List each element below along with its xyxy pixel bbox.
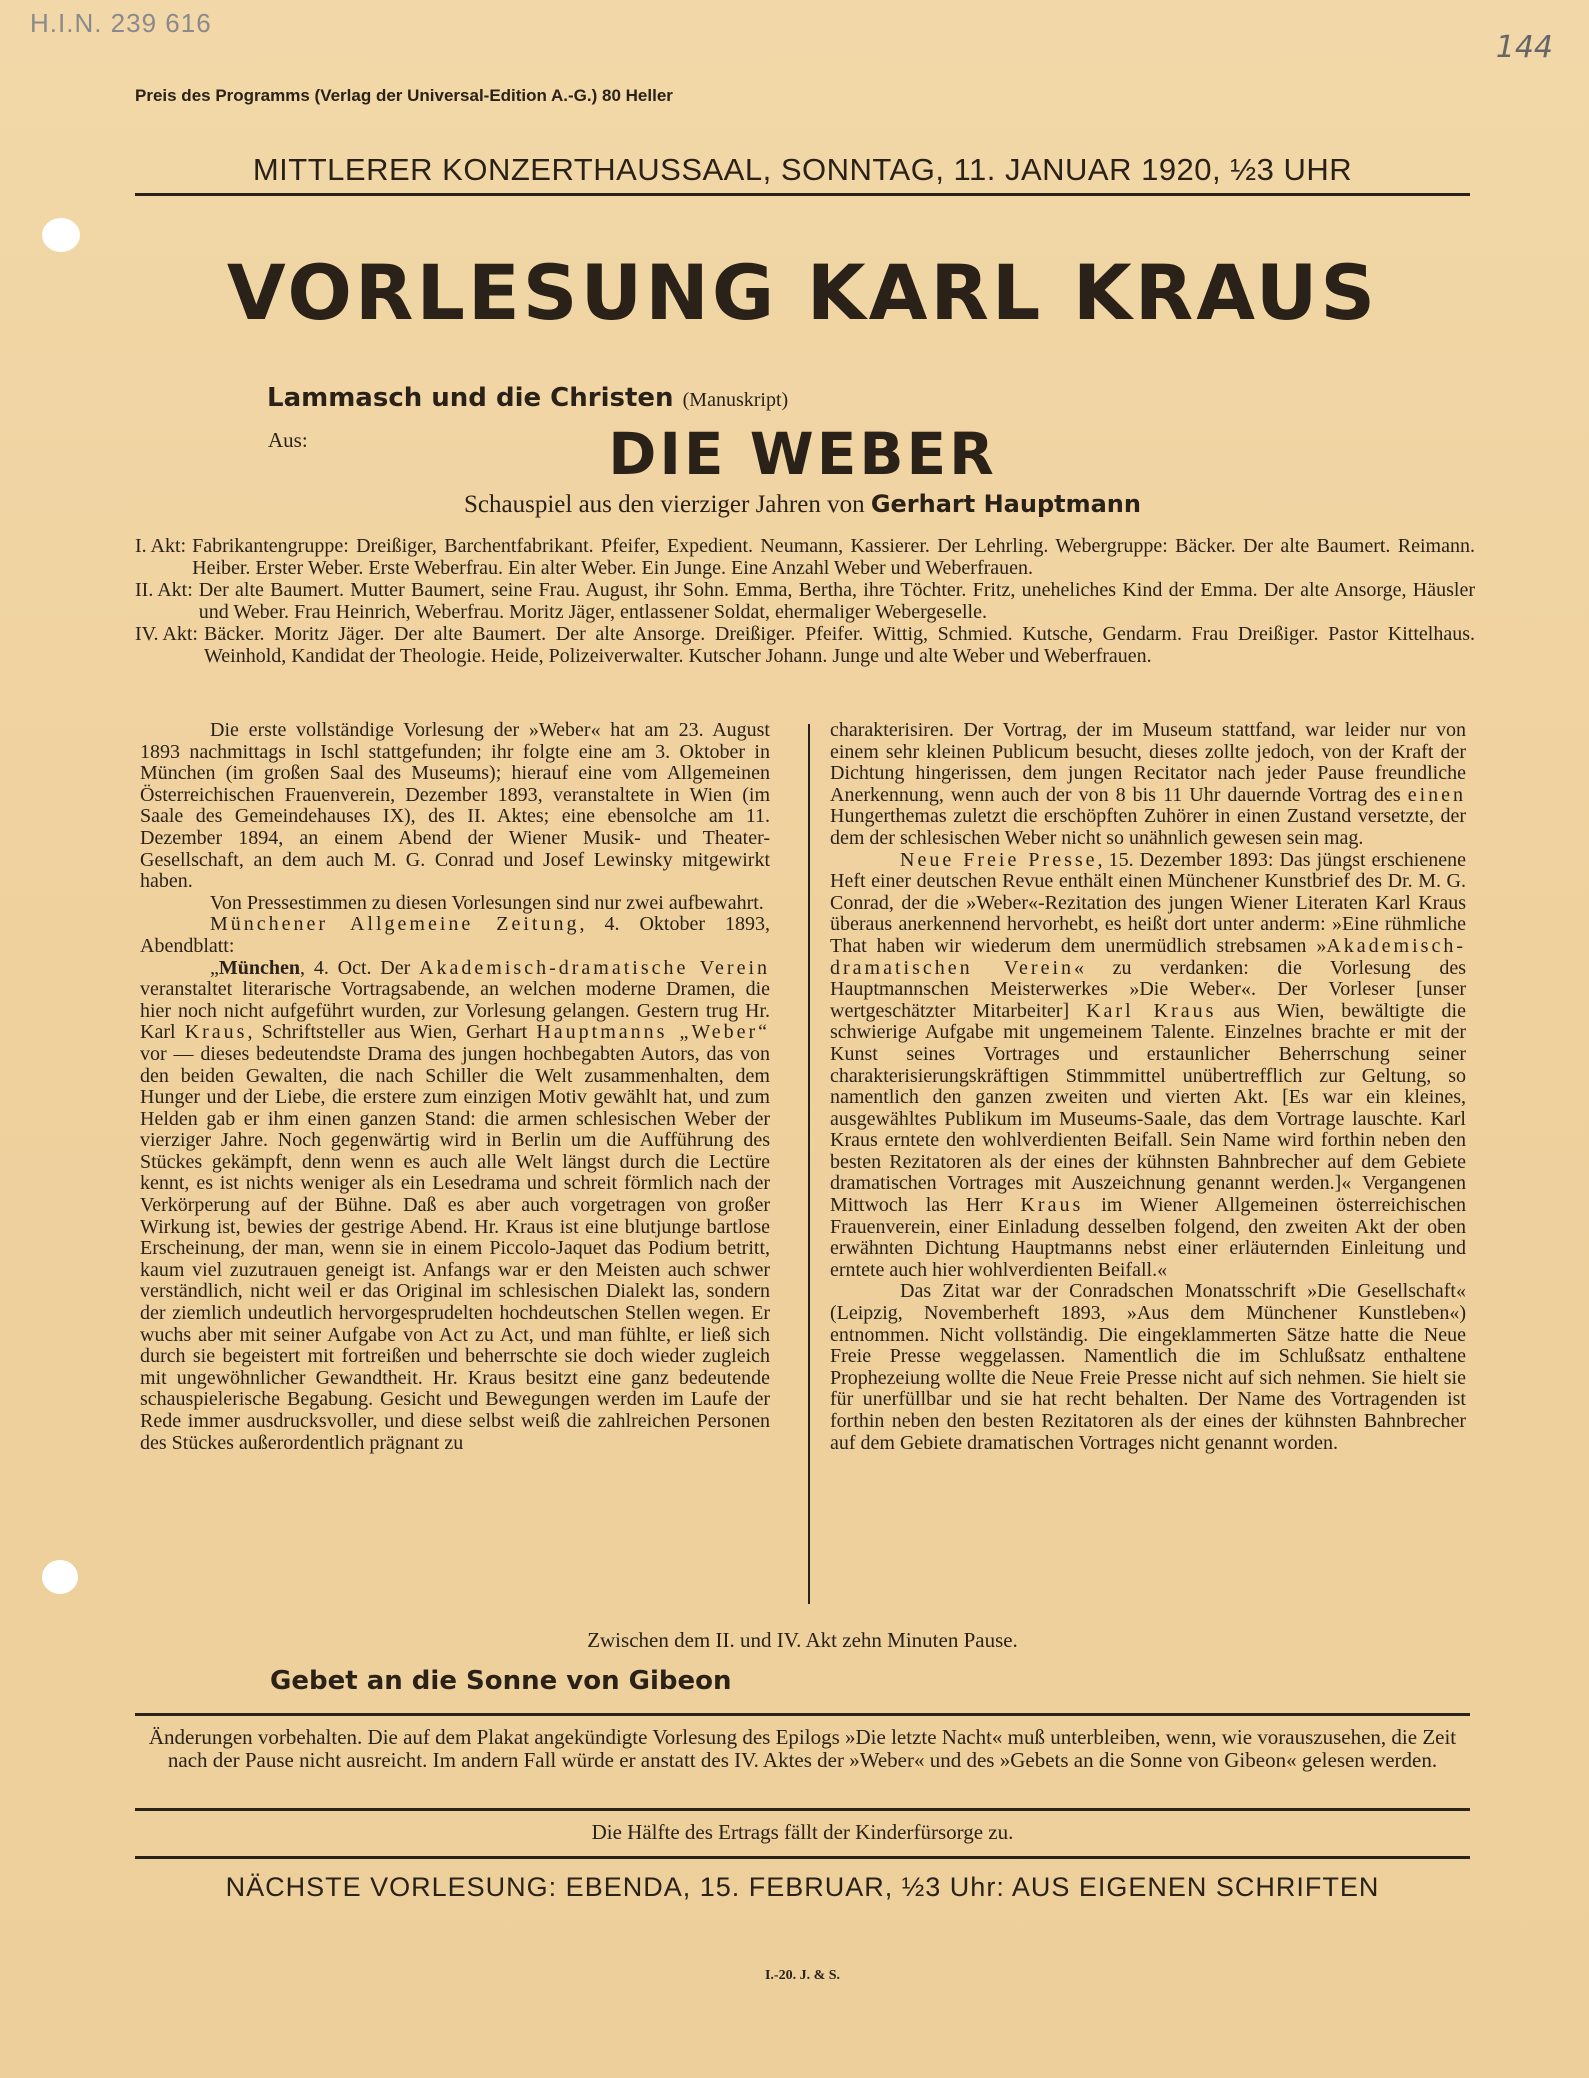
column-divider (808, 724, 810, 1604)
text-run: charakterisiren. Der Vortrag, der im Museum stattfand, war leider nur von einem sehr kleinen Publicum besucht, dieses zollte jedoch, von der Kraft der Dichtung hingerissen, dem jungen Recitator nach jeder Pause freundliche Anerkennung, wenn auch der von 8 bis 11 Uhr dauernde Vortrag des (830, 719, 1466, 806)
paragraph (140, 914, 770, 957)
paragraph (830, 720, 1466, 850)
act-label: II. Akt: (135, 579, 193, 601)
left-column (140, 720, 770, 1454)
right-column (830, 720, 1466, 1454)
work1-note: (Manuskript) (682, 389, 789, 411)
intermission-note: Zwischen dem II. und IV. Akt zehn Minuten Pause. (587, 1628, 1018, 1652)
subtitle-prefix: Schauspiel aus den vierziger Jahren von (464, 491, 865, 518)
paragraph (140, 958, 770, 1455)
text-run: « zu verdanken: die Vorlesung des Hauptmannschen Meisterwerkes »Die Weber«. Der Vorleser [unser wertgeschätzter Mitarbeiter] (830, 956, 1466, 1022)
cast-act (135, 579, 1475, 623)
work-title-gebet: Gebet an die Sonne von Gibeon (270, 1666, 732, 1696)
text-run: „Weber“ (667, 1021, 771, 1044)
text-run: Karl Kraus (1086, 999, 1217, 1022)
text-run: , 15. Dezember 1893: Das jüngst erschienene Heft einer deutschen Revue enthält einen Münchener Kunstbrief des Dr. M. G. Conrad, der die »Weber«-Rezitation des jungen Wiener Literaten Karl Kraus überaus anerkennend hervorhebt, es heißt dort unter anderm: »Eine rühmliche That haben wir wiederum dem unermüdlich strebsamen » (830, 848, 1466, 957)
cast-act (135, 623, 1475, 667)
text-run: Hauptmanns (536, 1021, 668, 1044)
punch-hole (42, 1560, 78, 1594)
divider (135, 1856, 1470, 1859)
act-cast: Der alte Baumert. Mutter Baumert, seine Frau. August, ihr Sohn. Emma, Bertha, ihre Töchter. Fritz, uneheliches Kind der Emma. Der alte Ansorge, Häusler und Weber. Frau Heinrich, Weberfrau. Moritz Jäger, entlassener Soldat, ehermaliger Webergeselle. (198, 579, 1475, 623)
act-cast: Bäcker. Moritz Jäger. Der alte Baumert. Der alte Ansorge. Dreißiger. Pfeifer. Wittig, Schmied. Kutsche, Gendarm. Frau Dreißiger. Pastor Kittelhaus. Weinhold, Kandidat der Theologie. Heide, Polizeiverwalter. Kutscher Johann. Junge und alte Weber und Weberfrauen. (203, 623, 1475, 667)
act-cast: Fabrikantengruppe: Dreißiger, Barchentfabrikant. Pfeifer, Expedient. Neumann, Kassierer. Der Lehrling. Webergruppe: Bäcker. Der alte Baumert. Reimann. Heiber. Erster Weber. Erste Weberfrau. Ein alter Weber. Ein Junge. Eine Anzahl Weber und Weberfrauen. (192, 535, 1475, 579)
divider (135, 1808, 1470, 1811)
source-date: , 4. Oktober 1893, Abendblatt: (140, 913, 770, 957)
charity-note: Die Hälfte des Ertrags fällt der Kinderfürsorge zu. (591, 1820, 1014, 1844)
venue-line: MITTLERER KONZERTHAUSSAAL, SONNTAG, 11. JANUAR 1920, ½3 UHR (252, 152, 1353, 187)
text-run: aus Wien, bewältigte die schwierige Aufgabe mit ungemeinem Talente. Einzelnes brachte er mit der Kunst seines Vortrages und erstaunlicher Beherrschung seiner charakterisierungskräftigen Stimmmittel unübertrefflich zur Geltung, so namentlich den ganzen zweiten und vierten Akt. [Es war ein kleines, ausgewähltes Publikum im Museums-Saale, das dem Vortrage lauschte. Karl Kraus erntete den wohlverdienten Beifall. Sein Name wird forthin neben den besten Rezitatoren als der eines der kühnsten Bahnbrecher auf dem Gebiete dramatischen Vortrages mit Auszeichnung genannt werden.]« Vergangenen Mittwoch las Herr (830, 999, 1466, 1217)
text-run: , 4. Oct. Der (300, 956, 420, 979)
source-name: Münchener Allgemeine Zeitung (210, 913, 580, 936)
divider (135, 193, 1470, 196)
archive-mark: H.I.N. 239 616 (30, 8, 212, 38)
text-run: im Wiener Allgemeinen österreichischen Frauenverein, einer Einladung desselben folgend, den zweiten Akt der oben erwähnten Dichtung Hauptmanns nebst einer erläuternden Einleitung und erntete auch hier wohlverdienten Beifall.« (830, 1194, 1466, 1281)
paragraph: Von Pressestimmen zu diesen Vorlesungen sind nur zwei aufbewahrt. (210, 891, 764, 914)
text-run: vor — dieses bedeutendste Drama des jungen hochbegabten Autors, das von den beiden Gewalten, die nach Schiller die Welt zusammenhalten, dem Hunger und der Liebe, die erstere zum einzigen Motiv gewählt hat, und zum Helden gab er ihm einen ganzen Stand: die armen schlesischen Weber der vierziger Jahre. Noch gegenwärtig wird in Berlin um die Aufführung des Stückes gekämpft, denn wenn es auch alle Welt längst durch die Lectüre kennt, es ist nichts weniger als ein Lesedrama und schreit förmlich nach der Verkörperung auf der Bühne. Daß es aber auch vorgetragen von großer Wirkung ist, bewies der gestrige Abend. Hr. Kraus ist eine blutjunge bartlose Erscheinung, der man, wenn sie in einem Piccolo-Jaquet das Podium betritt, kaum viel zuzutrauen geneigt ist. Anfangs war er den Meisten auch schwer verständlich, nicht weil er das Original im schlesischen Dialekt las, sondern der ziemlich undeutlich hervorgesprudelten hochdeutschen Stellen wegen. Er wuchs aber mit seiner Aufgabe von Act zu Act, und man fühlte, er ließ sich durch sie begeistert mit fortreißen und beherrschte sie doch wieder zugleich mit ungewöhnlicher Gewandtheit. Hr. Kraus besitzt eine ganz bedeutende schauspielerische Begabung. Gesicht und Bewegungen werden im Laufe der Rede immer ausdrucksvoller, und diese selbst weiß die zahlreichen Personen des Stückes außerordentlich prägnant zu (140, 1042, 770, 1454)
text-run: Akademisch-dramatischen Verein (830, 934, 1466, 979)
page-number: 144 (1495, 30, 1553, 65)
aus-label: Aus: (268, 428, 308, 452)
author-name: Gerhart Hauptmann (870, 490, 1141, 518)
text-run: Kraus (184, 1021, 248, 1044)
cast-list (135, 535, 1475, 667)
next-reading: NÄCHSTE VORLESUNG: EBENDA, 15. FEBRUAR, ½3 Uhr: AUS EIGENEN SCHRIFTEN (225, 1872, 1380, 1902)
paragraph: Das Zitat war der Conradschen Monatsschrift »Die Gesellschaft« (Leipzig, Novemberheft 1893, »Aus dem Münchener Kunstleben«) entnommen. Nicht vollständig. Die eingeklammerten Sätze hatte die Neue Freie Presse weggelassen. Namentlich die im Schlußsatz enthaltene Prophezeiung wollte die Neue Freie Presse nicht auf sich nehmen. Sie hielt sie für unerfüllbar und sie hat recht behalten. Der Name des Vortragenden ist forthin neben den besten Rezitatoren als der eines der kühnsten Bahnbrecher auf dem Gebiete dramatischen Vortrages nicht genannt worden. (830, 1280, 1466, 1454)
divider (135, 1713, 1470, 1716)
work1-title: Lammasch und die Christen (267, 383, 674, 413)
cast-act (135, 535, 1475, 579)
paragraph: Die erste vollständige Vorlesung der »Weber« hat am 23. August 1893 nachmittags in Ischl stattgefunden; ihr folgte eine am 3. Oktober in München (im großen Saal des Museums); hierauf eine vom Allgemeinen Österreichischen Frauenverein, Dezember 1893, veranstaltete in Wien (im Saale des Gemeindehauses IX), des II. Aktes; eine ebensolche am 11. Dezember 1894, an einem Abend der Wiener Musik- und Theater-Gesellschaft, an dem auch M. G. Conrad und Josef Lewinsky mitgewirkt haben. (140, 719, 770, 893)
printer-mark: I.-20. J. & S. (764, 1968, 841, 1983)
text-run: Akademisch-dramatische Verein (419, 956, 771, 979)
page-title: VORLESUNG KARL KRAUS (226, 248, 1379, 337)
weber-subtitle (135, 490, 1470, 519)
text-run: , Schriftsteller aus Wien, Gerhart (247, 1021, 537, 1044)
quote-mark: „ (210, 956, 219, 979)
work-title-lammasch (267, 383, 788, 413)
text-run: veranstaltet literarische Vortragsabende, an welchen moderne Dramen, die hier noch nicht aufgeführt wurden, zur Vorlesung gelangen. Gestern trug Hr. Karl (140, 978, 770, 1044)
price-note: Preis des Programms (Verlag der Universal-Edition A.-G.) 80 Heller (135, 86, 673, 105)
text-run: Hungerthemas zuletzt die erschöpften Zuhörer in einen Zustand versetzte, der dem der schlesischen Weber nicht so unähnlich gewesen sein mag. (830, 805, 1466, 849)
text-run: Kraus (1020, 1194, 1084, 1217)
punch-hole (42, 218, 80, 252)
dateline-place: München (218, 956, 301, 979)
work-title-weber: DIE WEBER (608, 420, 997, 488)
act-label: IV. Akt: (135, 623, 198, 645)
text-run: einen (1407, 783, 1466, 806)
source-name: Neue Freie Presse (900, 848, 1098, 871)
act-label: I. Akt: (135, 535, 187, 557)
paragraph (830, 850, 1466, 1282)
changes-notice: Änderungen vorbehalten. Die auf dem Plakat angekündigte Vorlesung des Epilogs »Die letzte Nacht« muß unterbleiben, wenn, wie vorauszusehen, die Zeit nach der Pause nicht ausreicht. Im andern Fall würde er anstatt des IV. Aktes der »Weber« und des »Gebets an die Sonne von Gibeon« gelesen werden. (148, 1725, 1457, 1772)
